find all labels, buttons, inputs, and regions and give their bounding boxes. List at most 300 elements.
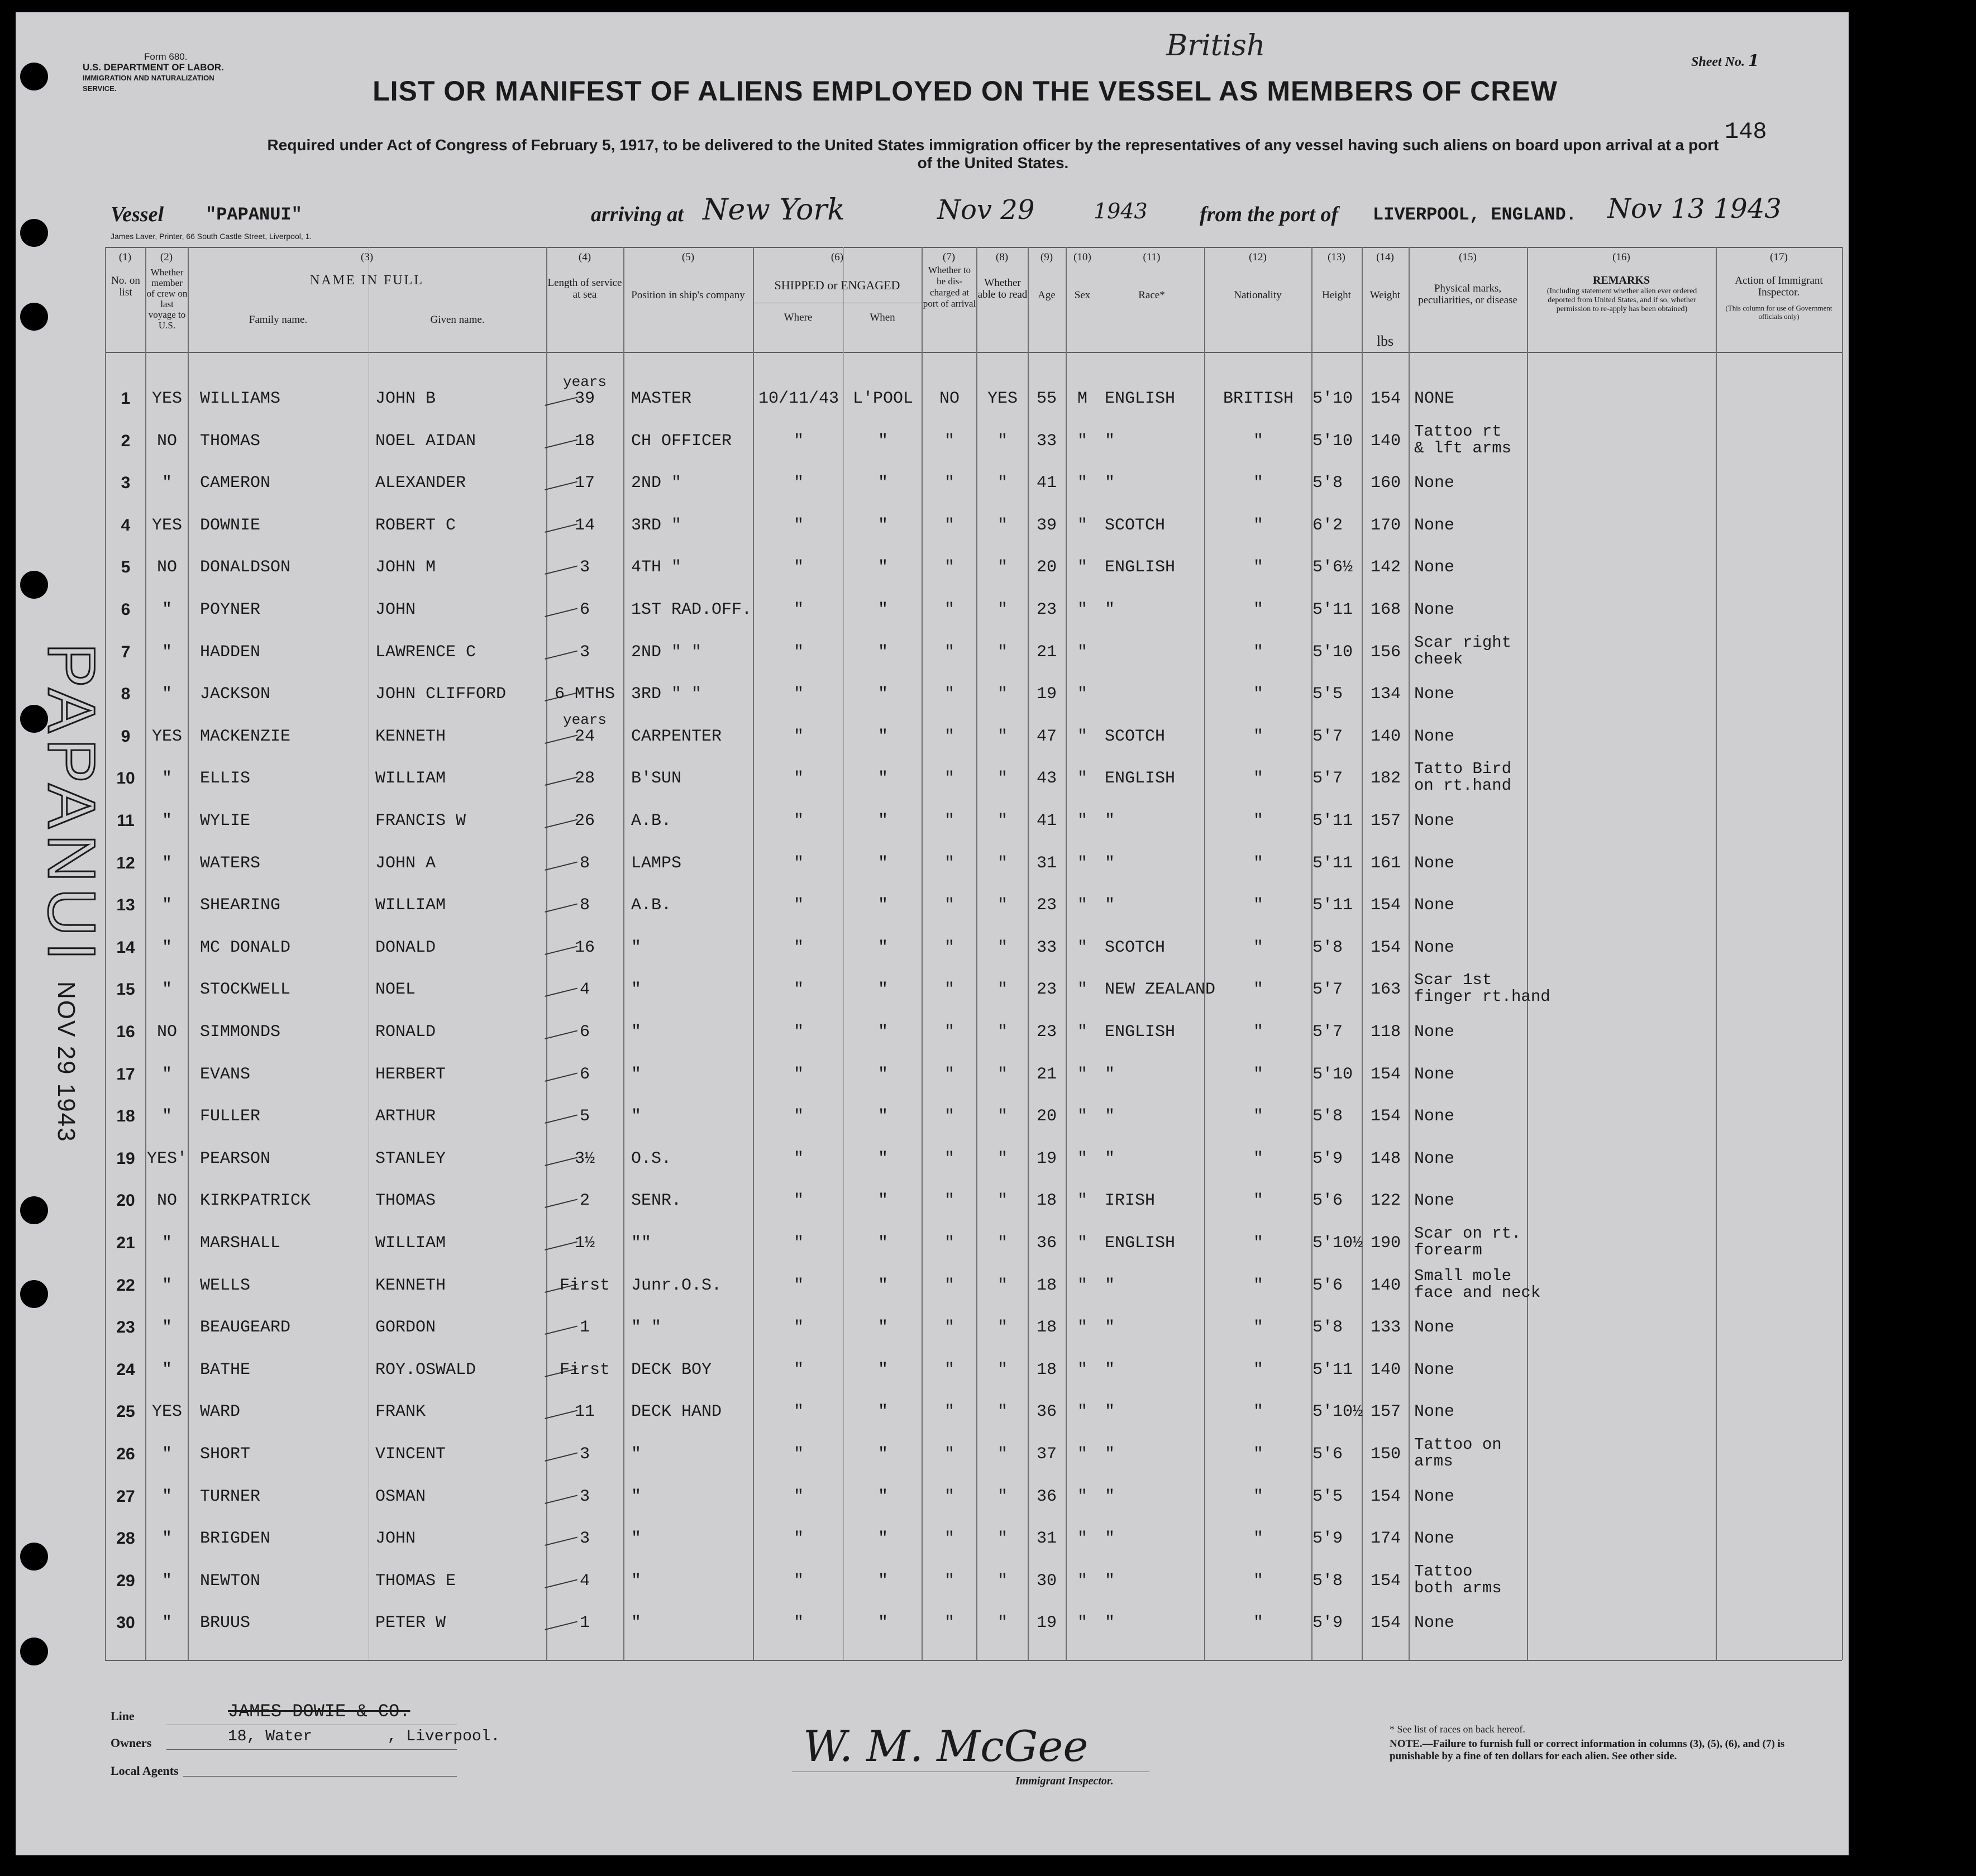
height-cell: 5'6 (1312, 1445, 1343, 1464)
prev-voyage-cell: YES (151, 515, 182, 535)
table-row (16, 1057, 1849, 1094)
physical-marks-cell (1414, 896, 1638, 914)
vessel-name: "PAPANUI" (206, 204, 302, 225)
prev-voyage-cell: " (161, 1234, 172, 1253)
position-cell: DECK BOY (631, 1360, 712, 1379)
table-row (16, 1521, 1849, 1558)
height-cell: 5'11 (1312, 600, 1353, 619)
table-row (16, 1563, 1849, 1600)
age-cell: 18 (1036, 1360, 1057, 1379)
service-unit-note: years (562, 711, 607, 728)
table-row (16, 374, 1849, 418)
col-number: (11) (1143, 251, 1161, 263)
shipped-when-cell: " (877, 727, 888, 746)
age-cell: 19 (1036, 1149, 1057, 1168)
physical-marks-line: None (1414, 685, 1455, 704)
height-cell: 5'5 (1312, 1487, 1343, 1506)
height-cell: 5'6½ (1312, 558, 1353, 577)
weight-cell: 154 (1370, 1107, 1401, 1126)
shipped-when-cell: " (877, 1402, 888, 1422)
prev-voyage-cell: " (161, 642, 172, 662)
physical-marks-cell (1414, 1150, 1638, 1168)
service: IMMIGRATION AND NATURALIZATION SERVICE. (83, 74, 214, 93)
given-name-cell: STANLEY (375, 1149, 446, 1168)
table-row (16, 1014, 1849, 1051)
position-cell: 4TH " (631, 558, 682, 577)
department: U.S. DEPARTMENT OF LABOR. (83, 62, 224, 73)
discharged-cell: " (944, 938, 954, 957)
age-cell: 33 (1036, 431, 1057, 451)
race-cell: " (1105, 600, 1115, 619)
service-cell: 3 (579, 1445, 590, 1464)
service-cell: 6 MTHS (554, 685, 615, 704)
row-number-cell: 6 (121, 600, 131, 619)
sex-cell: " (1077, 1191, 1087, 1211)
shipped-where-cell: " (793, 1107, 804, 1126)
col-number: (17) (1770, 251, 1788, 263)
shipped-when-cell: " (877, 685, 888, 704)
family-name-cell: EVANS (200, 1065, 251, 1084)
printer-credit: James Laver, Printer, 66 South Castle Street, Liverpool, 1. (111, 232, 312, 241)
sex-cell: " (1077, 1023, 1087, 1042)
discharged-cell: " (944, 1149, 954, 1168)
row-number-cell: 5 (121, 558, 131, 577)
penalty-note: NOTE.—Failure to furnish full or correct information in columns (3), (5), (6), and (7) is punishable by a fine of ten dollars for each alien. See other side. (1390, 1738, 1785, 1762)
shipped-where-cell: " (793, 1234, 804, 1253)
age-cell: 23 (1036, 600, 1057, 619)
family-name-cell: SHORT (200, 1445, 251, 1464)
sex-cell: " (1077, 811, 1087, 830)
weight-cell: 154 (1370, 1571, 1401, 1591)
physical-marks-cell (1414, 685, 1638, 703)
race-cell: " (1105, 1402, 1115, 1422)
physical-marks-line: Tattoo on (1414, 1435, 1502, 1454)
family-name-cell: BEAUGEARD (200, 1318, 291, 1338)
sex-cell: " (1077, 938, 1087, 957)
shipped-where-cell: " (793, 1614, 804, 1633)
table-row (16, 1099, 1849, 1135)
given-name-cell: FRANCIS W (375, 811, 466, 830)
nationality-cell: " (1253, 727, 1263, 746)
service-cell: 3 (579, 1487, 590, 1506)
row-number-cell: 10 (116, 769, 135, 788)
discharged-cell: " (944, 769, 954, 789)
manifest-sheet (16, 12, 1849, 1855)
able-to-read-cell: " (997, 1571, 1008, 1591)
given-name-cell: KENNETH (375, 1276, 446, 1295)
table-row (16, 1141, 1849, 1178)
race-cell: ENGLISH (1105, 1023, 1176, 1042)
weight-cell: 118 (1370, 1023, 1401, 1042)
weight-cell: 156 (1370, 642, 1401, 662)
weight-cell: 142 (1370, 558, 1401, 577)
row-number-cell: 15 (116, 980, 135, 999)
shipped-when-cell: L'POOL (852, 389, 914, 408)
position-cell: SENR. (631, 1191, 682, 1211)
position-cell: "" (631, 1234, 652, 1253)
physical-marks-line: Tattoo rt (1414, 422, 1502, 441)
nationality-cell: " (1253, 642, 1263, 662)
weight-cell: 160 (1370, 474, 1401, 493)
shipped-where-cell: " (793, 474, 804, 493)
service-cell: 6 (579, 1065, 590, 1084)
shipped-when-cell: " (877, 1571, 888, 1591)
height-cell: 6'2 (1312, 515, 1343, 535)
family-name-cell: PEARSON (200, 1149, 271, 1168)
given-name-cell: RONALD (375, 1023, 436, 1042)
discharged-cell: " (944, 431, 954, 451)
shipped-where-cell: " (793, 1571, 804, 1591)
given-name-cell: ALEXANDER (375, 474, 466, 493)
physical-marks-line: None (1414, 1318, 1455, 1338)
race-cell: ENGLISH (1105, 1234, 1176, 1253)
discharged-cell: " (944, 1234, 954, 1253)
height-cell: 5'10½ (1312, 1402, 1363, 1422)
header-position: Position in ship's company (631, 289, 745, 301)
age-cell: 23 (1036, 1023, 1057, 1042)
height-cell: 5'11 (1312, 1360, 1353, 1379)
physical-marks-line: None (1414, 853, 1455, 873)
header-no-on-list: No. on list (111, 275, 140, 298)
age-cell: 19 (1036, 685, 1057, 704)
able-to-read-cell: " (997, 1529, 1008, 1549)
position-cell: 1ST RAD.OFF. (631, 600, 752, 619)
col-number: (12) (1249, 251, 1267, 263)
row-number-cell: 8 (121, 685, 131, 704)
service-cell: 1 (579, 1614, 590, 1633)
physical-marks-cell (1414, 1488, 1638, 1506)
physical-marks-line: & lft arms (1414, 438, 1512, 457)
weight-cell: 154 (1370, 1487, 1401, 1506)
shipped-when-cell: " (877, 1149, 888, 1168)
inspector-label: Immigrant Inspector. (1015, 1775, 1114, 1787)
sex-cell: " (1077, 685, 1087, 704)
given-name-cell: OSMAN (375, 1487, 426, 1506)
table-row (16, 1225, 1849, 1262)
position-cell: " (631, 980, 642, 1000)
physical-marks-line: None (1414, 1360, 1455, 1379)
physical-marks-cell (1414, 1361, 1638, 1379)
nationality-cell: " (1253, 431, 1263, 451)
physical-marks-cell (1414, 517, 1638, 534)
col-number: (3) (360, 251, 374, 263)
family-name-cell: MACKENZIE (200, 727, 291, 746)
row-number-cell: 24 (116, 1360, 135, 1379)
prev-voyage-cell: " (161, 811, 172, 830)
discharged-cell: " (944, 1276, 954, 1295)
shipped-where-cell: " (793, 600, 804, 619)
service-cell: 39 (574, 389, 595, 408)
able-to-read-cell: " (997, 853, 1008, 873)
family-name-cell: DOWNIE (200, 515, 261, 535)
shipped-when-cell: " (877, 1023, 888, 1042)
nationality-cell: " (1253, 896, 1263, 915)
shipped-where-cell: " (793, 558, 804, 577)
table-row (16, 930, 1849, 967)
discharged-cell: " (944, 1614, 954, 1633)
height-cell: 5'10 (1312, 389, 1353, 408)
height-cell: 5'11 (1312, 811, 1353, 830)
weight-cell: 182 (1370, 769, 1401, 789)
row-number-cell: 11 (117, 811, 135, 830)
weight-cell: 140 (1370, 1276, 1401, 1295)
row-number-cell: 22 (116, 1276, 135, 1295)
physical-marks-cell (1414, 1023, 1638, 1041)
shipped-when-cell: " (877, 1191, 888, 1211)
age-cell: 43 (1036, 769, 1057, 789)
punch-hole (20, 63, 48, 90)
nationality-cell: " (1253, 1360, 1263, 1379)
physical-marks-cell (1414, 1403, 1638, 1421)
able-to-read-cell: " (997, 1614, 1008, 1633)
able-to-read-cell: " (997, 1360, 1008, 1379)
row-number-cell: 26 (116, 1445, 135, 1463)
age-cell: 55 (1036, 389, 1057, 408)
age-cell: 21 (1036, 1065, 1057, 1084)
nationality-cell: " (1253, 1571, 1263, 1591)
age-cell: 20 (1036, 558, 1057, 577)
physical-marks-cell (1414, 812, 1638, 830)
arriving-label: arriving at (591, 203, 684, 226)
table-row (16, 1479, 1849, 1516)
race-cell: " (1105, 1614, 1115, 1633)
handwritten-british: British (1166, 29, 1266, 63)
header-family-name: Family name. (249, 314, 308, 326)
row-number-cell: 9 (121, 727, 131, 746)
discharged-cell: " (944, 727, 954, 746)
given-name-cell: DONALD (375, 938, 436, 957)
race-cell: " (1105, 1276, 1115, 1295)
nationality-cell: " (1253, 515, 1263, 535)
given-name-cell: WILLIAM (375, 769, 446, 789)
row-number-cell: 14 (116, 938, 135, 957)
row-number-cell: 25 (116, 1402, 135, 1421)
margin-date: NOV 29 1943 (52, 981, 80, 1143)
sex-cell: " (1077, 769, 1087, 789)
family-name-cell: JACKSON (200, 685, 271, 704)
physical-marks-line: None (1414, 938, 1455, 957)
shipped-where-cell: " (793, 727, 804, 746)
physical-marks-line: None (1414, 811, 1455, 830)
sex-cell: " (1077, 1614, 1087, 1633)
vessel-label: Vessel (111, 203, 164, 226)
service-cell: 26 (574, 811, 595, 830)
weight-cell: 150 (1370, 1445, 1401, 1464)
table-row (16, 1310, 1849, 1347)
discharged-cell: " (944, 980, 954, 1000)
discharged-cell: " (944, 1191, 954, 1211)
given-name-cell: ROBERT C (375, 515, 456, 535)
race-cell: " (1105, 1529, 1115, 1549)
discharged-cell: " (944, 474, 954, 493)
service-cell: 28 (574, 769, 595, 789)
weight-cell: 154 (1370, 1614, 1401, 1633)
shipped-when-cell: " (877, 1529, 888, 1549)
physical-marks-cell (1414, 939, 1638, 957)
physical-marks-cell (1414, 634, 1638, 668)
service-cell: 1 (579, 1318, 590, 1338)
row-number-cell: 17 (116, 1065, 135, 1083)
discharged-cell: NO (939, 389, 960, 408)
age-cell: 39 (1036, 515, 1057, 535)
row-number-cell: 1 (121, 389, 131, 408)
col-number: (1) (118, 251, 132, 263)
shipped-where-cell: " (793, 769, 804, 789)
physical-marks-line: None (1414, 1149, 1455, 1168)
shipped-where-cell: " (793, 1276, 804, 1295)
sex-cell: " (1077, 1360, 1087, 1379)
physical-marks-line: face and neck (1414, 1283, 1541, 1302)
able-to-read-cell: " (997, 474, 1008, 493)
age-cell: 36 (1036, 1234, 1057, 1253)
sex-cell: " (1077, 1487, 1087, 1506)
punch-hole (20, 219, 48, 247)
discharged-cell: " (944, 896, 954, 915)
header-when: When (870, 312, 895, 323)
age-cell: 30 (1036, 1571, 1057, 1591)
service-cell: 4 (579, 1571, 590, 1591)
header-age: Age (1038, 289, 1056, 301)
given-name-cell: LAWRENCE C (375, 642, 476, 662)
nationality-cell: " (1253, 769, 1263, 789)
service-cell: 18 (574, 431, 595, 451)
row-number-cell: 2 (121, 431, 131, 450)
row-number-cell: 16 (116, 1023, 135, 1041)
race-cell: " (1105, 1107, 1115, 1126)
weight-cell: 140 (1370, 727, 1401, 746)
prev-voyage-cell: " (161, 853, 172, 873)
physical-marks-cell (1414, 728, 1638, 746)
given-name-cell: JOHN B (375, 389, 436, 408)
physical-marks-line: Small mole (1414, 1266, 1512, 1285)
physical-marks-line: None (1414, 1191, 1455, 1211)
nationality-cell: " (1253, 853, 1263, 873)
table-row (16, 423, 1849, 460)
row-number-cell: 12 (116, 853, 135, 872)
sex-cell: " (1077, 1318, 1087, 1338)
able-to-read-cell: " (997, 896, 1008, 915)
col-number: (7) (942, 251, 956, 263)
height-cell: 5'7 (1312, 769, 1343, 789)
family-name-cell: STOCKWELL (200, 980, 291, 1000)
col-number: (4) (578, 251, 591, 263)
table-row (16, 550, 1849, 586)
able-to-read-cell: " (997, 980, 1008, 1000)
line-label: Line (111, 1709, 135, 1723)
physical-marks-line: Scar 1st (1414, 971, 1492, 990)
family-name-cell: DONALDSON (200, 558, 291, 577)
table-row (16, 1436, 1849, 1473)
age-cell: 41 (1036, 474, 1057, 493)
family-name-cell: WATERS (200, 853, 261, 873)
age-cell: 33 (1036, 938, 1057, 957)
height-cell: 5'6 (1312, 1276, 1343, 1295)
race-cell: SCOTCH (1105, 515, 1166, 535)
shipped-when-cell: " (877, 1445, 888, 1464)
physical-marks-cell (1414, 1192, 1638, 1210)
able-to-read-cell: " (997, 811, 1008, 830)
position-cell: " (631, 1065, 642, 1084)
discharged-cell: " (944, 1023, 954, 1042)
shipped-when-cell: " (877, 1487, 888, 1506)
prev-voyage-cell: " (161, 600, 172, 619)
height-cell: 5'8 (1312, 474, 1343, 493)
header-where: Where (784, 312, 813, 323)
age-cell: 23 (1036, 980, 1057, 1000)
race-cell: ENGLISH (1105, 558, 1176, 577)
sheet-label: Sheet No. (1691, 55, 1745, 69)
age-cell: 41 (1036, 811, 1057, 830)
family-name-cell: BRIGDEN (200, 1529, 271, 1549)
physical-marks-line: None (1414, 1487, 1455, 1506)
shipped-where-cell: " (793, 896, 804, 915)
able-to-read-cell: " (997, 1107, 1008, 1126)
arrival-year: 1943 (1094, 199, 1148, 223)
table-row (16, 676, 1849, 713)
weight-cell: 133 (1370, 1318, 1401, 1338)
physical-marks-line: None (1414, 515, 1455, 535)
row-number-cell: 20 (116, 1191, 135, 1210)
service-cell: 4 (579, 980, 590, 1000)
position-cell: A.B. (631, 811, 672, 830)
discharged-cell: " (944, 1402, 954, 1422)
nationality-cell: " (1253, 558, 1263, 577)
sheet-number: 1 (1748, 51, 1759, 70)
family-name-cell: KIRKPATRICK (200, 1191, 311, 1211)
margin-vessel-stamp (32, 632, 111, 990)
physical-marks-line: None (1414, 558, 1455, 577)
sex-cell: M (1077, 389, 1087, 408)
race-cell: " (1105, 1065, 1115, 1084)
row-number-cell: 18 (116, 1107, 135, 1126)
nationality-cell: " (1253, 980, 1263, 1000)
service-cell: 3 (579, 642, 590, 662)
nationality-cell: " (1253, 811, 1263, 830)
service-cell: 6 (579, 1023, 590, 1042)
weight-cell: 161 (1370, 853, 1401, 873)
nationality-cell: " (1253, 1318, 1263, 1338)
able-to-read-cell: " (997, 1487, 1008, 1506)
physical-marks-line: None (1414, 1402, 1455, 1422)
shipped-where-cell: " (793, 1023, 804, 1042)
family-name-cell: SIMMONDS (200, 1023, 281, 1042)
sex-cell: " (1077, 980, 1087, 1000)
prev-voyage-cell: " (161, 1487, 172, 1506)
race-cell: " (1105, 1571, 1115, 1591)
discharged-cell: " (944, 811, 954, 830)
height-cell: 5'7 (1312, 1023, 1343, 1042)
height-cell: 5'5 (1312, 685, 1343, 704)
position-cell: " (631, 1487, 642, 1506)
header-prev-voyage: Whether member of crew on last voyage to U.S. (146, 267, 188, 331)
col-number: (6) (831, 251, 844, 263)
physical-marks-line: finger rt.hand (1414, 987, 1550, 1006)
race-cell: " (1105, 431, 1115, 451)
weight-cell: 134 (1370, 685, 1401, 704)
height-cell: 5'11 (1312, 853, 1353, 873)
row-number-cell: 7 (121, 642, 131, 661)
family-name-cell: MC DONALD (200, 938, 291, 957)
shipped-where-cell: " (793, 431, 804, 451)
header-sex: Sex (1074, 289, 1091, 301)
position-cell: A.B. (631, 896, 672, 915)
family-name-cell: WARD (200, 1402, 241, 1422)
row-number-cell: 23 (116, 1318, 135, 1337)
physical-marks-cell (1414, 1225, 1638, 1259)
row-number-cell: 19 (116, 1149, 135, 1168)
family-name-cell: WELLS (200, 1276, 251, 1295)
sheet-number-label (1691, 51, 1759, 70)
